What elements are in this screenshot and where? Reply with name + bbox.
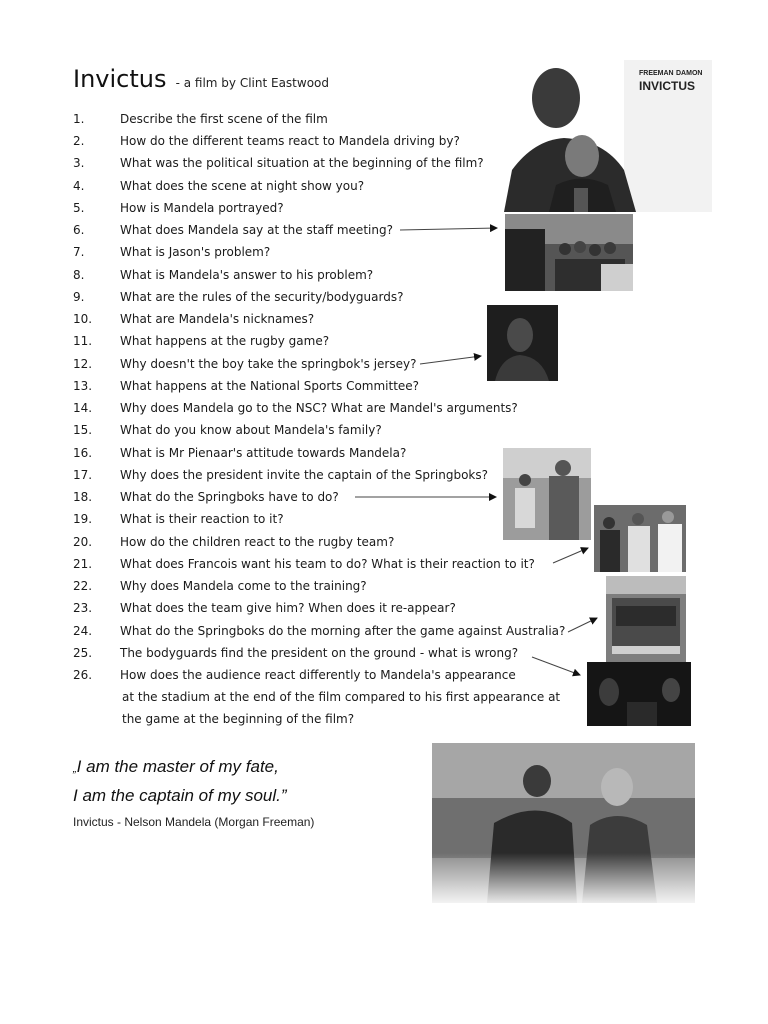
question-number: 9.	[73, 290, 85, 304]
photo-team-meeting	[594, 505, 686, 572]
question-text: Why does Mandela come to the training?	[120, 579, 367, 593]
question-number: 2.	[73, 134, 85, 148]
quote-open-mark: „	[73, 763, 77, 775]
quote-attribution: Invictus - Nelson Mandela (Morgan Freeman)	[73, 815, 315, 829]
question-number: 18.	[73, 490, 93, 504]
question-text: What happens at the rugby game?	[120, 334, 330, 348]
question-number: 25.	[73, 646, 93, 660]
question-text: What does Mandela say at the staff meeting?	[120, 223, 393, 237]
question-text: What is Mr Pienaar's attitude towards Mandela?	[120, 446, 407, 460]
question-text: Why doesn't the boy take the springbok's jersey?	[120, 357, 417, 371]
photo-staff-meeting-art	[505, 214, 633, 291]
photo-team-meeting-art	[594, 505, 686, 572]
arrow-q12	[420, 356, 481, 364]
question-number: 21.	[73, 557, 93, 571]
photo-springbok-captain-art	[503, 448, 591, 540]
question-text: What was the political situation at the beginning of the film?	[120, 156, 484, 170]
question-text: What do you know about Mandela's family?	[120, 423, 382, 437]
question-number: 6.	[73, 223, 85, 237]
question-number: 8.	[73, 268, 85, 282]
document-title	[73, 65, 329, 93]
arrow-q24	[568, 618, 597, 632]
question-text: What are Mandela's nicknames?	[120, 312, 315, 326]
question-text: What do the Springboks do the morning after the game against Australia?	[120, 624, 566, 638]
photo-staff-meeting	[505, 214, 633, 291]
quote-line-1	[73, 757, 279, 777]
question-26-continuation-1: at the stadium at the end of the film compared to his first appearance at	[122, 690, 561, 704]
question-text: How is Mandela portrayed?	[120, 201, 284, 215]
question-text: What do the Springboks have to do?	[120, 490, 339, 504]
photo-bus-art	[606, 576, 686, 662]
arrow-q21	[553, 548, 588, 563]
photo-mandela-pienaar	[432, 743, 695, 903]
film-subtitle: - a film by Clint Eastwood	[175, 76, 329, 90]
question-text: Why does Mandela go to the NSC? What are Mandel's arguments?	[120, 401, 518, 415]
question-text: What does Francois want his team to do? What is their reaction to it?	[120, 557, 535, 571]
question-text: What is their reaction to it?	[120, 512, 284, 526]
photo-stadium-crowd	[587, 662, 691, 726]
question-number: 13.	[73, 379, 93, 393]
question-number: 24.	[73, 624, 93, 638]
question-number: 20.	[73, 535, 93, 549]
question-number: 16.	[73, 446, 93, 460]
photo-bus	[606, 576, 686, 662]
question-number: 12.	[73, 357, 93, 371]
question-26-continuation-2: the game at the beginning of the film?	[122, 712, 355, 726]
quote-line-2: I am the captain of my soul.”	[73, 786, 287, 805]
poster-actor-1: FREEMAN	[639, 70, 674, 77]
question-text: Describe the first scene of the film	[120, 112, 328, 126]
question-text: How do the different teams react to Mandela driving by?	[120, 134, 460, 148]
question-number: 11.	[73, 334, 93, 348]
question-text: What happens at the National Sports Committee?	[120, 379, 420, 393]
question-number: 1.	[73, 112, 85, 126]
question-text: What does the scene at night show you?	[120, 179, 365, 193]
photo-boy-art	[487, 305, 558, 381]
poster-title: INVICTUS	[639, 79, 696, 93]
photo-stadium-crowd-art	[587, 662, 691, 726]
question-number: 15.	[73, 423, 93, 437]
photo-springbok-captain	[503, 448, 591, 540]
question-text: What are the rules of the security/bodyguards?	[120, 290, 404, 304]
question-text: How does the audience react differently to Mandela's appearance	[120, 668, 516, 682]
question-number: 3.	[73, 156, 85, 170]
question-text: What is Mandela's answer to his problem?	[120, 268, 374, 282]
poster-image	[504, 60, 712, 212]
arrow-q25	[532, 657, 580, 675]
quote-line-1-text: I am the master of my fate,	[76, 757, 279, 776]
question-text: The bodyguards find the president on the ground - what is wrong?	[120, 646, 519, 660]
question-number: 19.	[73, 512, 93, 526]
question-number: 14.	[73, 401, 93, 415]
question-number: 17.	[73, 468, 93, 482]
question-number: 23.	[73, 601, 93, 615]
question-number: 26.	[73, 668, 93, 682]
arrow-q6	[400, 228, 497, 230]
question-text: How do the children react to the rugby team?	[120, 535, 395, 549]
question-number: 5.	[73, 201, 85, 215]
question-text: Why does the president invite the captain of the Springboks?	[120, 468, 488, 482]
question-number: 7.	[73, 245, 85, 259]
question-number: 4.	[73, 179, 85, 193]
photo-boy	[487, 305, 558, 381]
poster-actor-2: DAMON	[676, 70, 703, 77]
question-number: 22.	[73, 579, 93, 593]
photo-mandela-pienaar-art	[432, 743, 695, 903]
question-text: What does the team give him? When does it re-appear?	[120, 601, 456, 615]
film-title: Invictus	[73, 65, 167, 93]
question-number: 10.	[73, 312, 93, 326]
question-text: What is Jason's problem?	[120, 245, 271, 259]
